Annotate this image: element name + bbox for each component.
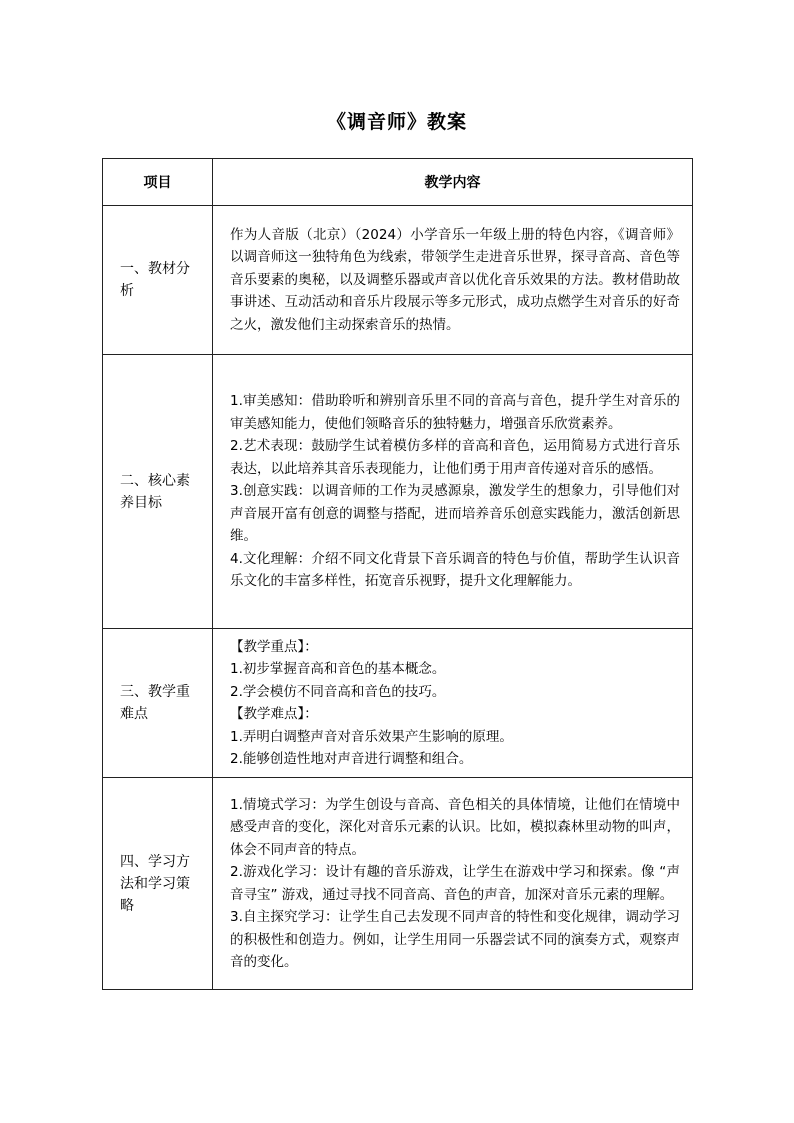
- content-paragraph: 【教学重点】：: [230, 638, 318, 655]
- content-paragraph: 2.游戏化学习：设计有趣的音乐游戏，让学生在游戏中学习和探索。像 “声音寻宝” 游戏，通过寻找不同音高、音色的声音，加深对音乐元素的理解。: [230, 864, 680, 903]
- content-paragraph: 3.自主探究学习：让学生自己去发现不同声音的特性和变化规律，调动学习的积极性和创造力。例如，让学生用同一乐器尝试不同的演奏方式，观察声音的变化。: [230, 909, 680, 970]
- content-paragraph: 1.初步掌握音高和音色的基本概念。: [230, 661, 446, 677]
- row-content-textbook-analysis: [213, 206, 693, 355]
- content-paragraph: 2.艺术表现：鼓励学生试着模仿多样的音高和音色，运用简易方式进行音乐表达，以此培养其音乐表现能力，让他们勇于用声音传递对音乐的感悟。: [230, 438, 680, 477]
- content-paragraph: 2.学会模仿不同音高和音色的技巧。: [230, 683, 446, 700]
- header-content: 教学内容: [213, 159, 693, 206]
- row-label-core-literacy-goals: 二、核心素养目标: [103, 355, 213, 629]
- table-row: [103, 355, 693, 629]
- row-content-core-literacy-goals: [213, 355, 693, 629]
- content-paragraph: 1.审美感知：借助聆听和辨别音乐里不同的音高与音色，提升学生对音乐的审美感知能力，使他们领略音乐的独特魅力，增强音乐欣赏素养。: [230, 393, 680, 432]
- content-paragraph: 3.创意实践：以调音师的工作为灵感源泉，激发学生的想象力，引导他们对声音展开富有创意的调整与搭配，进而培养音乐创意实践能力，激活创新思维。: [230, 483, 680, 545]
- row-label-key-difficult-points: 三、教学重难点: [103, 629, 213, 778]
- content-paragraph: 1.情境式学习：为学生创设与音高、音色相关的具体情境，让他们在情境中感受声音的变化，深化对音乐元素的认识。比如，模拟森林里动物的叫声，体会不同声音的特点。: [230, 796, 680, 858]
- document-title: 《调音师》教案: [326, 111, 467, 133]
- content-paragraph: 【教学难点】：: [230, 706, 318, 722]
- header-item: 项目: [103, 159, 213, 206]
- content-paragraph: 作为人音版（北京）（2024）小学音乐一年级上册的特色内容，《调音师》以调音师这一独特角色为线索，带领学生走进音乐世界，探寻音高、音色等音乐要素的奥秘，以及调整乐器或声音以优化音乐效果的方法。教材借助故事讲述、互动活动和音乐片段展示等多元形式，成功点燃学生对音乐的好奇之火，激发他们主动探索音乐的热情。: [230, 226, 680, 333]
- content-paragraph: 2.能够创造性地对声音进行调整和组合。: [230, 751, 473, 767]
- table-row: [103, 778, 693, 990]
- table-row: [103, 629, 693, 778]
- row-label-textbook-analysis: 一、教材分析: [103, 206, 213, 355]
- row-content-learning-methods: [213, 778, 693, 990]
- content-paragraph: 1.弄明白调整声音对音乐效果产生影响的原理。: [230, 728, 513, 745]
- table-header-row: [103, 159, 693, 206]
- content-paragraph: 4.文化理解：介绍不同文化背景下音乐调音的特色与价值，帮助学生认识音乐文化的丰富多样性，拓宽音乐视野，提升文化理解能力。: [230, 550, 680, 590]
- row-label-learning-methods: 四、学习方法和学习策略: [103, 778, 213, 990]
- table-row: [103, 206, 693, 355]
- row-content-key-difficult-points: [213, 629, 693, 778]
- lesson-plan-table: [102, 158, 693, 990]
